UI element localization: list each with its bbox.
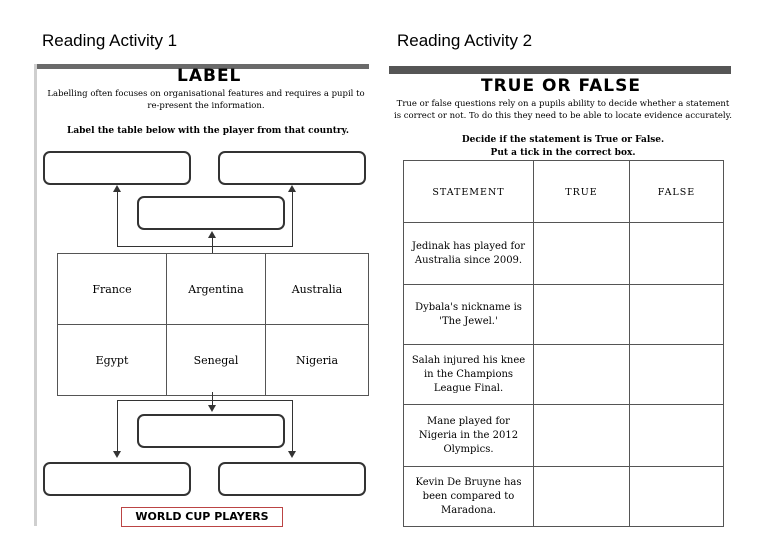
- connector-line: [292, 400, 293, 452]
- label-intro: Labelling often focuses on organisational features and requires a pupil to re-present the information.: [47, 89, 365, 111]
- answer-box-bottom-left[interactable]: [43, 462, 191, 496]
- false-tick-box[interactable]: [630, 405, 724, 467]
- connector-line: [117, 246, 293, 247]
- connector-line: [292, 192, 293, 246]
- country-cell: Senegal: [167, 325, 266, 396]
- answer-box-top-left[interactable]: [43, 151, 191, 185]
- worksheet-top-bar: [389, 66, 731, 74]
- true-false-instruction-1: Decide if the statement is True or False.: [461, 135, 665, 145]
- true-tick-box[interactable]: [534, 467, 630, 527]
- reading-activity-2-heading: Reading Activity 2: [397, 31, 533, 50]
- statement-header: STATEMENT: [404, 161, 534, 223]
- connector-line: [212, 238, 213, 254]
- reading-activity-1-heading: Reading Activity 1: [42, 31, 178, 50]
- connector-line: [117, 400, 118, 452]
- arrow-down-icon: [113, 451, 121, 458]
- arrow-up-icon: [113, 185, 121, 192]
- true-tick-box[interactable]: [534, 405, 630, 467]
- arrow-down-icon: [208, 405, 216, 412]
- true-false-table: [403, 160, 724, 527]
- country-cell: Australia: [266, 254, 369, 325]
- false-header: FALSE: [630, 161, 724, 223]
- false-tick-box[interactable]: [630, 345, 724, 405]
- connector-line: [117, 400, 293, 401]
- arrow-down-icon: [288, 451, 296, 458]
- answer-box-top-right[interactable]: [218, 151, 366, 185]
- country-cell: France: [58, 254, 167, 325]
- statement-cell: Mane played for Nigeria in the 2012 Olympics.: [404, 405, 534, 467]
- true-false-title: TRUE OR FALSE: [481, 76, 641, 96]
- arrow-up-icon: [288, 185, 296, 192]
- false-tick-box[interactable]: [630, 223, 724, 285]
- true-false-worksheet: [389, 64, 731, 528]
- false-tick-box[interactable]: [630, 467, 724, 527]
- label-worksheet: [34, 64, 369, 526]
- true-false-intro: True or false questions rely on a pupils ability to decide whether a statement is correct or not. To do this they need to be able to locate evidence accurately.: [394, 99, 732, 121]
- arrow-up-icon: [208, 231, 216, 238]
- country-cell: Egypt: [58, 325, 167, 396]
- label-title: LABEL: [177, 66, 242, 86]
- true-tick-box[interactable]: [534, 285, 630, 345]
- answer-box-top-center[interactable]: [137, 196, 285, 230]
- country-cell: Argentina: [167, 254, 266, 325]
- label-instruction: Label the table below with the player from that country.: [66, 126, 349, 136]
- false-tick-box[interactable]: [630, 285, 724, 345]
- connector-line: [117, 192, 118, 246]
- true-false-instruction-2: Put a tick in the correct box.: [490, 148, 636, 158]
- country-cell: Nigeria: [266, 325, 369, 396]
- world-cup-players-banner: WORLD CUP PLAYERS: [121, 507, 283, 527]
- country-table: [57, 253, 369, 396]
- statement-cell: Dybala's nickname is 'The Jewel.': [404, 285, 534, 345]
- true-tick-box[interactable]: [534, 345, 630, 405]
- true-header: TRUE: [534, 161, 630, 223]
- statement-cell: Kevin De Bruyne has been compared to Maradona.: [404, 467, 534, 527]
- answer-box-bottom-right[interactable]: [218, 462, 366, 496]
- true-tick-box[interactable]: [534, 223, 630, 285]
- statement-cell: Salah injured his knee in the Champions League Final.: [404, 345, 534, 405]
- statement-cell: Jedinak has played for Australia since 2009.: [404, 223, 534, 285]
- connector-line: [212, 392, 213, 406]
- answer-box-bottom-center[interactable]: [137, 414, 285, 448]
